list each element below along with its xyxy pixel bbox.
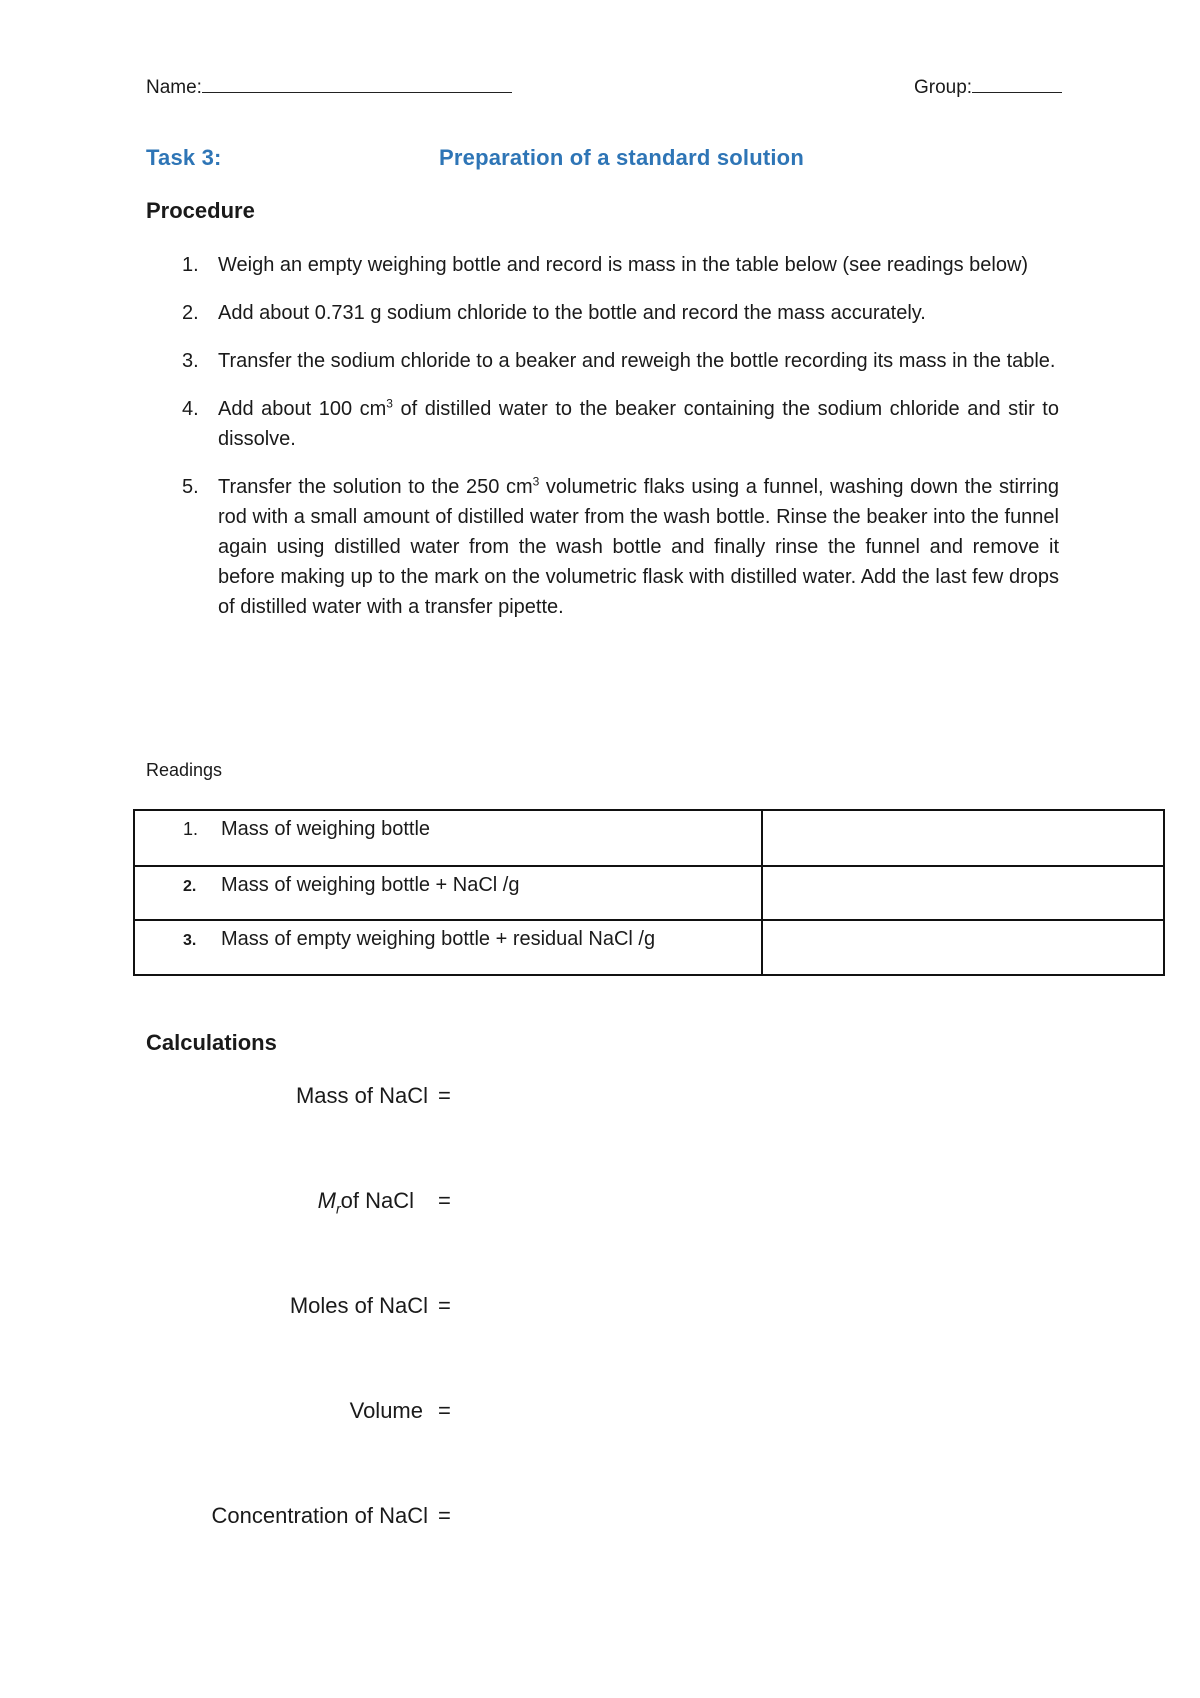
reading-label: Mass of weighing bottle bbox=[221, 818, 431, 840]
step-number: 3. bbox=[182, 350, 199, 372]
reading-value-cell[interactable] bbox=[762, 810, 1164, 866]
procedure-step bbox=[146, 472, 1059, 622]
calc-label: Mass of NaCl bbox=[295, 1083, 428, 1108]
calc-label: Volume bbox=[349, 1398, 423, 1423]
procedure-step bbox=[146, 298, 1059, 328]
group-field bbox=[914, 74, 1062, 100]
group-blank[interactable] bbox=[972, 74, 1062, 93]
step-text-end: of distilled water to the beaker containing the sodium chloride and stir to dissolve. bbox=[218, 398, 1059, 450]
superscript: 3 bbox=[386, 396, 393, 411]
row-number: 1. bbox=[183, 819, 199, 839]
step-text: Weigh an empty weighing bottle and record is mass in the table below (see readings below) bbox=[218, 254, 1029, 276]
name-label: Name: bbox=[146, 77, 202, 98]
table-row bbox=[134, 810, 1164, 866]
superscript: 3 bbox=[532, 474, 540, 489]
calc-label: Moles of NaCl bbox=[289, 1293, 428, 1318]
mr-label-rest: of NaCl bbox=[340, 1188, 414, 1213]
task-label: Task 3: bbox=[146, 145, 222, 170]
mr-subscript: r bbox=[335, 1200, 341, 1217]
row-number: 2. bbox=[183, 878, 197, 895]
step-number: 2. bbox=[182, 302, 199, 324]
procedure-step bbox=[146, 346, 1059, 376]
procedure-list bbox=[146, 250, 1059, 640]
reading-value-cell[interactable] bbox=[762, 920, 1164, 975]
equals-sign: = bbox=[438, 1503, 451, 1528]
reading-label: Mass of weighing bottle + NaCl /g bbox=[221, 874, 520, 896]
step-text: Transfer the sodium chloride to a beaker and reweigh the bottle recording its mass in the table. bbox=[218, 350, 1056, 372]
step-text-start: Transfer the solution to the 250 cm bbox=[218, 476, 533, 498]
reading-label-cell bbox=[134, 866, 762, 920]
table-row bbox=[134, 920, 1164, 975]
equals-sign: = bbox=[438, 1398, 451, 1423]
step-text: Add about 0.731 g sodium chloride to the bottle and record the mass accurately. bbox=[218, 302, 926, 324]
step-text-end: volumetric flaks using a funnel, washing down the stirring rod with a small amount of distilled water from the wash bottle. Rinse the beaker into the funnel again using distilled water from the wash bottle and finally rinse the funnel and remove it before making up to the mark on the volumetric flask with distilled water. Add the last few drops of distilled water with a transfer pipette. bbox=[218, 476, 1059, 618]
reading-label: Mass of empty weighing bottle + residual NaCl /g bbox=[221, 928, 656, 950]
group-label: Group: bbox=[914, 77, 973, 98]
calc-label: Concentration of NaCl bbox=[211, 1503, 428, 1528]
step-text-start: Add about 100 cm bbox=[218, 398, 387, 420]
reading-label-cell bbox=[134, 920, 762, 975]
step-number: 1. bbox=[182, 254, 199, 276]
name-blank[interactable] bbox=[202, 74, 512, 93]
procedure-step bbox=[146, 394, 1059, 454]
task-title: Preparation of a standard solution bbox=[439, 145, 804, 170]
equals-sign: = bbox=[438, 1083, 451, 1108]
calculations-heading: Calculations bbox=[146, 1030, 277, 1055]
step-text bbox=[218, 398, 1059, 450]
equals-sign: = bbox=[438, 1293, 451, 1318]
name-field bbox=[146, 74, 512, 100]
procedure-step bbox=[146, 250, 1059, 280]
step-number: 5. bbox=[182, 476, 199, 498]
row-number: 3. bbox=[183, 932, 197, 949]
mr-symbol: M bbox=[317, 1188, 336, 1213]
readings-label: Readings bbox=[146, 760, 223, 780]
procedure-heading: Procedure bbox=[146, 198, 255, 223]
step-number: 4. bbox=[182, 398, 199, 420]
equals-sign: = bbox=[438, 1188, 451, 1213]
table-row bbox=[134, 866, 1164, 920]
step-text bbox=[218, 476, 1059, 618]
readings-table bbox=[133, 809, 1165, 976]
reading-label-cell bbox=[134, 810, 762, 866]
calc-label bbox=[318, 1187, 414, 1215]
reading-value-cell[interactable] bbox=[762, 866, 1164, 920]
